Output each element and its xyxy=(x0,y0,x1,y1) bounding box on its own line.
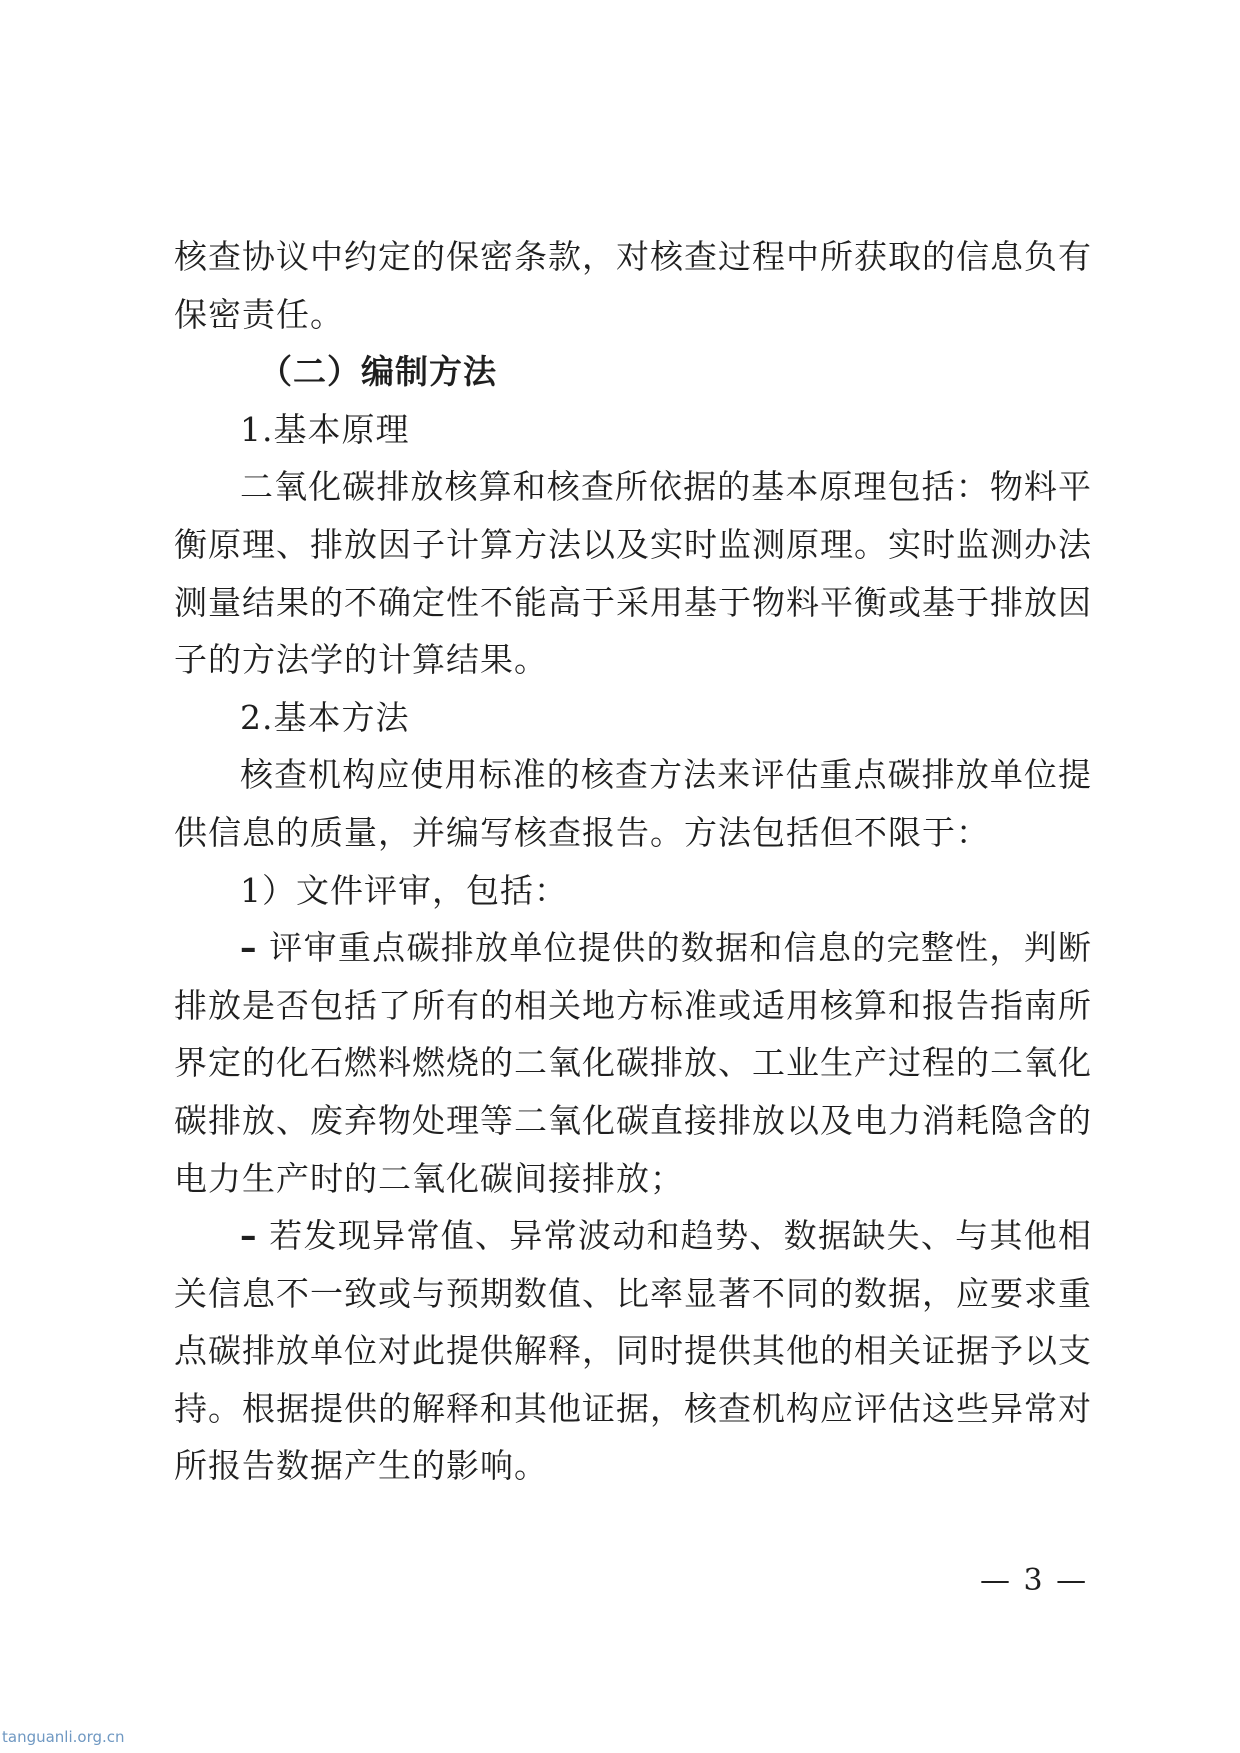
paragraph-basic-principle: 二氧化碳排放核算和核查所依据的基本原理包括：物料平衡原理、排放因子计算方法以及实时监测原理。实时监测办法测量结果的不确定性不能高于采用基于物料平衡或基于排放因子的方法学的计算结果。 xyxy=(174,467,1092,680)
paragraph-confidentiality: 核查协议中约定的保密条款，对核查过程中所获取的信息负有保密责任。 xyxy=(174,237,1092,334)
dash-bullet-icon: – xyxy=(240,928,258,968)
dash-bullet-icon: – xyxy=(240,1216,258,1256)
bullet-text: 若发现异常值、异常波动和趋势、数据缺失、与其他相关信息不一致或与预期数值、比率显著不同的数据，应要求重点碳排放单位对此提供解释，同时提供其他的相关证据予以支持。根据提供的解释和其他证据，核查机构应评估这些异常对所报告数据产生的影响。 xyxy=(174,1216,1093,1486)
watermark: tanguanli.org.cn xyxy=(2,1728,125,1746)
bullet-item xyxy=(174,919,1092,1207)
bullet-text: 评审重点碳排放单位提供的数据和信息的完整性，判断排放是否包括了所有的相关地方标准或适用核算和报告指南所界定的化石燃料燃烧的二氧化碳排放、工业生产过程的二氧化碳排放、废弃物处理等二氧化碳直接排放以及电力消耗隐含的电力生产时的二氧化碳间接排放； xyxy=(174,928,1093,1198)
page-number: — 3 — xyxy=(980,1563,1089,1598)
subheading-basic-method: 2.基本方法 xyxy=(240,697,410,737)
section-heading: （二）编制方法 xyxy=(259,352,497,392)
paragraph-basic-method: 核查机构应使用标准的核查方法来评估重点碳排放单位提供信息的质量，并编写核查报告。方法包括但不限于： xyxy=(174,755,1092,852)
subheading-basic-principle: 1.基本原理 xyxy=(240,409,410,449)
document-body xyxy=(174,228,1092,1495)
bullet-item xyxy=(174,1207,1092,1495)
list-heading-document-review: 1）文件评审，包括： xyxy=(240,870,568,910)
